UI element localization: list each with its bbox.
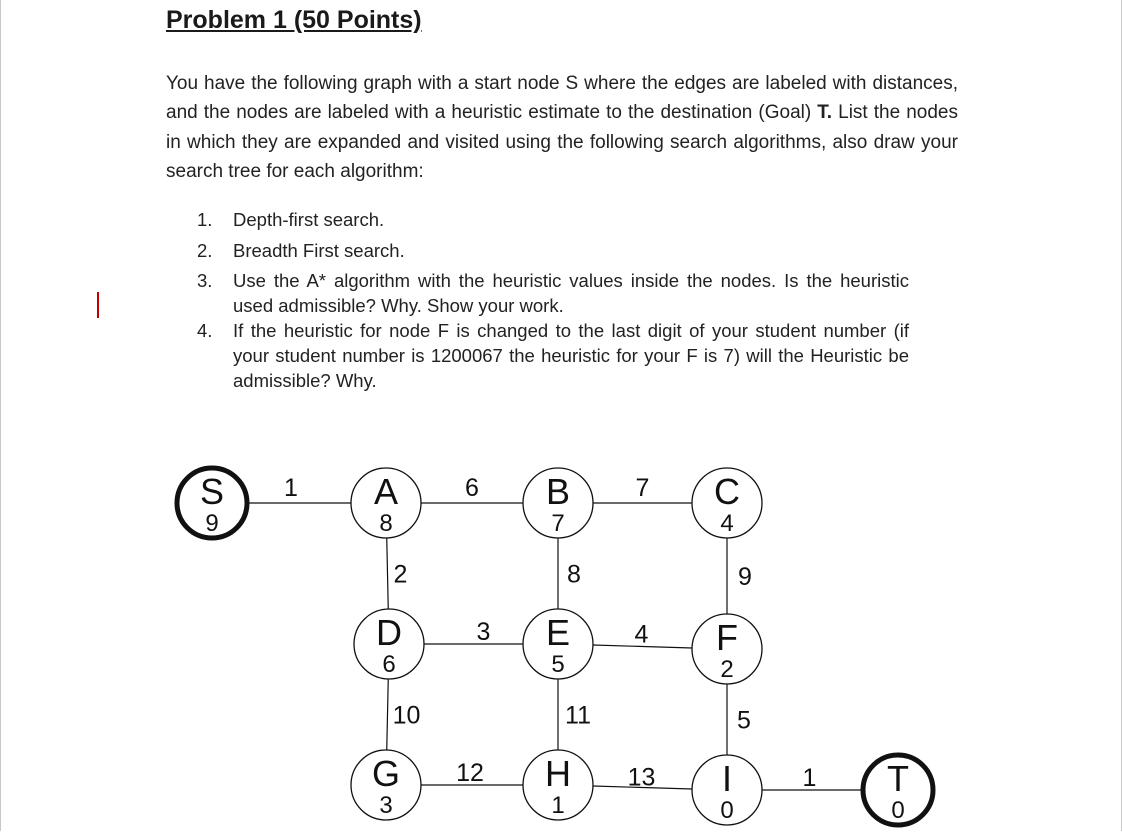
- edge-weight-S-A: 1: [284, 474, 298, 502]
- question-number: 3.: [197, 270, 213, 291]
- intro-text-1: You have the following graph with a start node S where the edges are labeled with distances, and the nodes are labeled with a heuristic estimate to the destination (Goal): [166, 73, 958, 124]
- node-heuristic: 5: [551, 651, 565, 678]
- node-heuristic: 0: [720, 797, 734, 824]
- node-a: [351, 468, 421, 538]
- node-i: [692, 755, 762, 825]
- intro-text-2: List the nodes in which they are expanded and visited using the following search algorithms, also draw your search tree for each algorithm:: [166, 102, 958, 182]
- node-e: [523, 609, 593, 679]
- edge-weight-A-B: 6: [465, 474, 479, 502]
- node-label: E: [545, 612, 571, 653]
- edge-weight-B-E: 8: [567, 560, 581, 589]
- edge-D-G: [387, 679, 389, 750]
- edge-weight-D-E: 3: [476, 618, 491, 646]
- edge-weight-A-D: 2: [393, 560, 408, 589]
- node-heuristic: 9: [205, 510, 219, 537]
- node-label: B: [545, 471, 571, 512]
- node-s: [177, 468, 247, 538]
- edge-weight-H-I: 13: [627, 763, 656, 792]
- node-b: [523, 468, 593, 538]
- node-heuristic: 7: [551, 510, 565, 537]
- edge-weight-C-F: 9: [738, 563, 752, 591]
- node-label: S: [199, 471, 225, 512]
- node-label: F: [716, 617, 738, 658]
- node-label: T: [887, 758, 909, 799]
- edge-weight-B-C: 7: [635, 474, 650, 502]
- edge-weight-I-T: 1: [802, 764, 817, 792]
- node-d: [354, 609, 424, 679]
- node-label: A: [373, 471, 399, 512]
- question-text: Use the A* algorithm with the heuristic values inside the nodes. Is the heuristic used admissible? Why. Show your work.: [233, 270, 909, 316]
- node-label: H: [545, 753, 571, 794]
- node-heuristic: 8: [379, 510, 393, 537]
- node-heuristic: 2: [720, 656, 734, 683]
- node-h: [523, 750, 593, 820]
- question-number: 2.: [197, 240, 213, 261]
- node-c: [692, 468, 762, 538]
- problem-title: Problem 1 (50 Points): [166, 6, 422, 34]
- question-text: Breadth First search.: [233, 240, 405, 261]
- edge-weight-F-I: 5: [737, 706, 751, 735]
- question-text: Depth-first search.: [233, 209, 385, 230]
- question-number: 4.: [197, 320, 213, 341]
- node-label: C: [714, 471, 740, 512]
- node-label: I: [721, 758, 733, 799]
- node-label: D: [376, 612, 402, 653]
- edge-weight-E-F: 4: [634, 620, 649, 649]
- node-label: G: [371, 753, 401, 794]
- intro-goal-bold: T.: [817, 102, 833, 124]
- node-heuristic: 3: [379, 792, 393, 819]
- edge-weight-G-H: 12: [456, 759, 484, 787]
- edge-A-D: [387, 538, 389, 609]
- node-t: [863, 755, 933, 825]
- node-heuristic: 1: [551, 792, 565, 819]
- edge-weight-D-G: 10: [392, 701, 421, 730]
- node-heuristic: 4: [720, 510, 734, 537]
- node-heuristic: 0: [891, 797, 905, 824]
- node-heuristic: 6: [382, 651, 396, 678]
- question-number: 1.: [197, 209, 213, 230]
- node-g: [351, 750, 421, 820]
- edge-weight-E-H: 11: [565, 701, 591, 730]
- node-f: [692, 614, 762, 684]
- question-text: If the heuristic for node F is changed to the last digit of your student number (if your student number is 1200067 the heuristic for your F is 7) will the Heuristic be admissible? Why.: [233, 320, 909, 391]
